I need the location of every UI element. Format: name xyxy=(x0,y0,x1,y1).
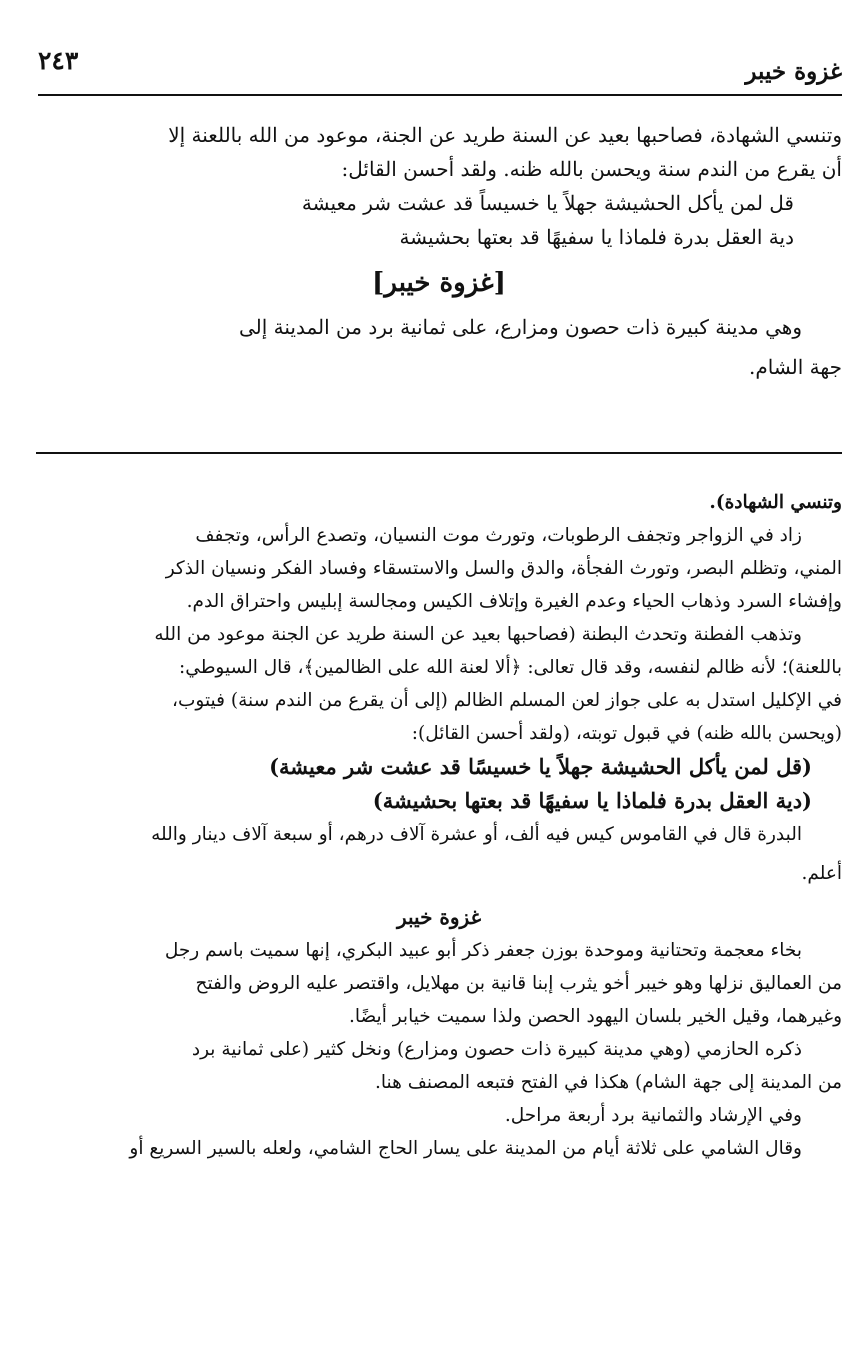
commentary-line: من المدينة إلى جهة الشام) هكذا في الفتح فتبعه المصنف هنا. xyxy=(375,1072,842,1093)
commentary-verse: (دية العقل بدرة فلماذا يا سفيهًا قد بعتها بحشيشة) xyxy=(372,788,812,813)
commentary-line: وفي الإرشاد والثمانية برد أربعة مراحل. xyxy=(504,1105,802,1126)
commentary-line: ذكره الحازمي (وهي مدينة كبيرة ذات حصون ومزارع) ونخل كثير (على ثمانية برد xyxy=(191,1039,802,1060)
commentary-line: من العماليق نزلها وهو خيبر أخو يثرب إبنا قانية بن مهلايل، واقتصر عليه الروض والفتح xyxy=(195,973,842,994)
commentary-line: باللعنة)؛ لأنه ظالم لنفسه، وقد قال تعالى: ﴿ألا لعنة الله على الظالمين﴾، قال السيوطي: xyxy=(179,657,842,678)
footnote-divider xyxy=(36,452,842,454)
main-text-line: جهة الشام. xyxy=(749,355,842,379)
page-header xyxy=(38,38,842,85)
commentary-line: وتذهب الفطنة وتحدث البطنة (فصاحبها بعيد عن السنة طريد عن الجنة موعود من الله xyxy=(154,624,802,645)
commentary-line: زاد في الزواجر وتجفف الرطوبات، وتورث موت النسيان، وتصدع الرأس، وتجفف xyxy=(195,525,802,546)
commentary-verse: (قل لمن يأكل الحشيشة جهلاً يا خسيسًا قد عشت شر معيشة) xyxy=(269,754,812,779)
commentary-line: أعلم. xyxy=(801,863,842,884)
commentary-line: البدرة قال في القاموس كيس فيه ألف، أو عشرة آلاف درهم، أو سبعة آلاف دينار والله xyxy=(151,824,802,845)
main-text-line: أن يقرع من الندم سنة ويحسن بالله ظنه. ولقد أحسن القائل: xyxy=(341,157,842,181)
main-text xyxy=(36,118,842,384)
commentary-line: (ويحسن بالله ظنه) في قبول توبته، (ولقد أحسن القائل): xyxy=(411,723,842,744)
commentary-line: وقال الشامي على ثلاثة أيام من المدينة على يسار الحاج الشامي، ولعله بالسير السريع أو xyxy=(129,1138,802,1159)
commentary-line: وإفشاء السرد وذهاب الحياء وعدم الغيرة وإتلاف الكيس ومجالسة إبليس واحتراق الدم. xyxy=(186,591,842,612)
header-rule xyxy=(38,94,842,96)
page-number: ٢٤٣ xyxy=(38,46,79,75)
commentary xyxy=(36,486,842,1165)
running-title: غزوة خيبر xyxy=(745,58,842,85)
commentary-line: المني، وتظلم البصر، وتورث الفجأة، والدق والسل والاستسقاء وفساد الفكر ونسيان الذكر xyxy=(165,558,842,579)
poem-verse: دية العقل بدرة فلماذا يا سفيهًا قد بعتها بحشيشة xyxy=(399,225,794,249)
commentary-line: وغيرهما، وقيل الخير بلسان اليهود الحصن ولذا سميت خيابر أيضًا. xyxy=(348,1006,842,1027)
commentary-line xyxy=(36,486,842,519)
main-text-line: وهي مدينة كبيرة ذات حصون ومزارع، على ثمانية برد من المدينة إلى xyxy=(238,315,802,339)
commentary-line: بخاء معجمة وتحتانية وموحدة بوزن جعفر ذكر أبو عبيد البكري، إنها سميت باسم رجل xyxy=(164,940,802,961)
poem-verse: قل لمن يأكل الحشيشة جهلاً يا خسيساً قد عشت شر معيشة xyxy=(301,191,794,215)
main-text-line: وتنسي الشهادة، فصاحبها بعيد عن السنة طريد عن الجنة، موعود من الله باللعنة إلا xyxy=(168,123,842,147)
chapter-heading: [غزوة خيبر] xyxy=(372,268,506,298)
commentary-line: في الإكليل استدل به على جواز لعن المسلم الظالم (إلى أن يقرع من الندم سنة) فيتوب، xyxy=(172,690,842,711)
section-subheading: غزوة خيبر xyxy=(396,905,482,929)
quoted-text: وتنسي الشهادة). xyxy=(709,492,842,513)
